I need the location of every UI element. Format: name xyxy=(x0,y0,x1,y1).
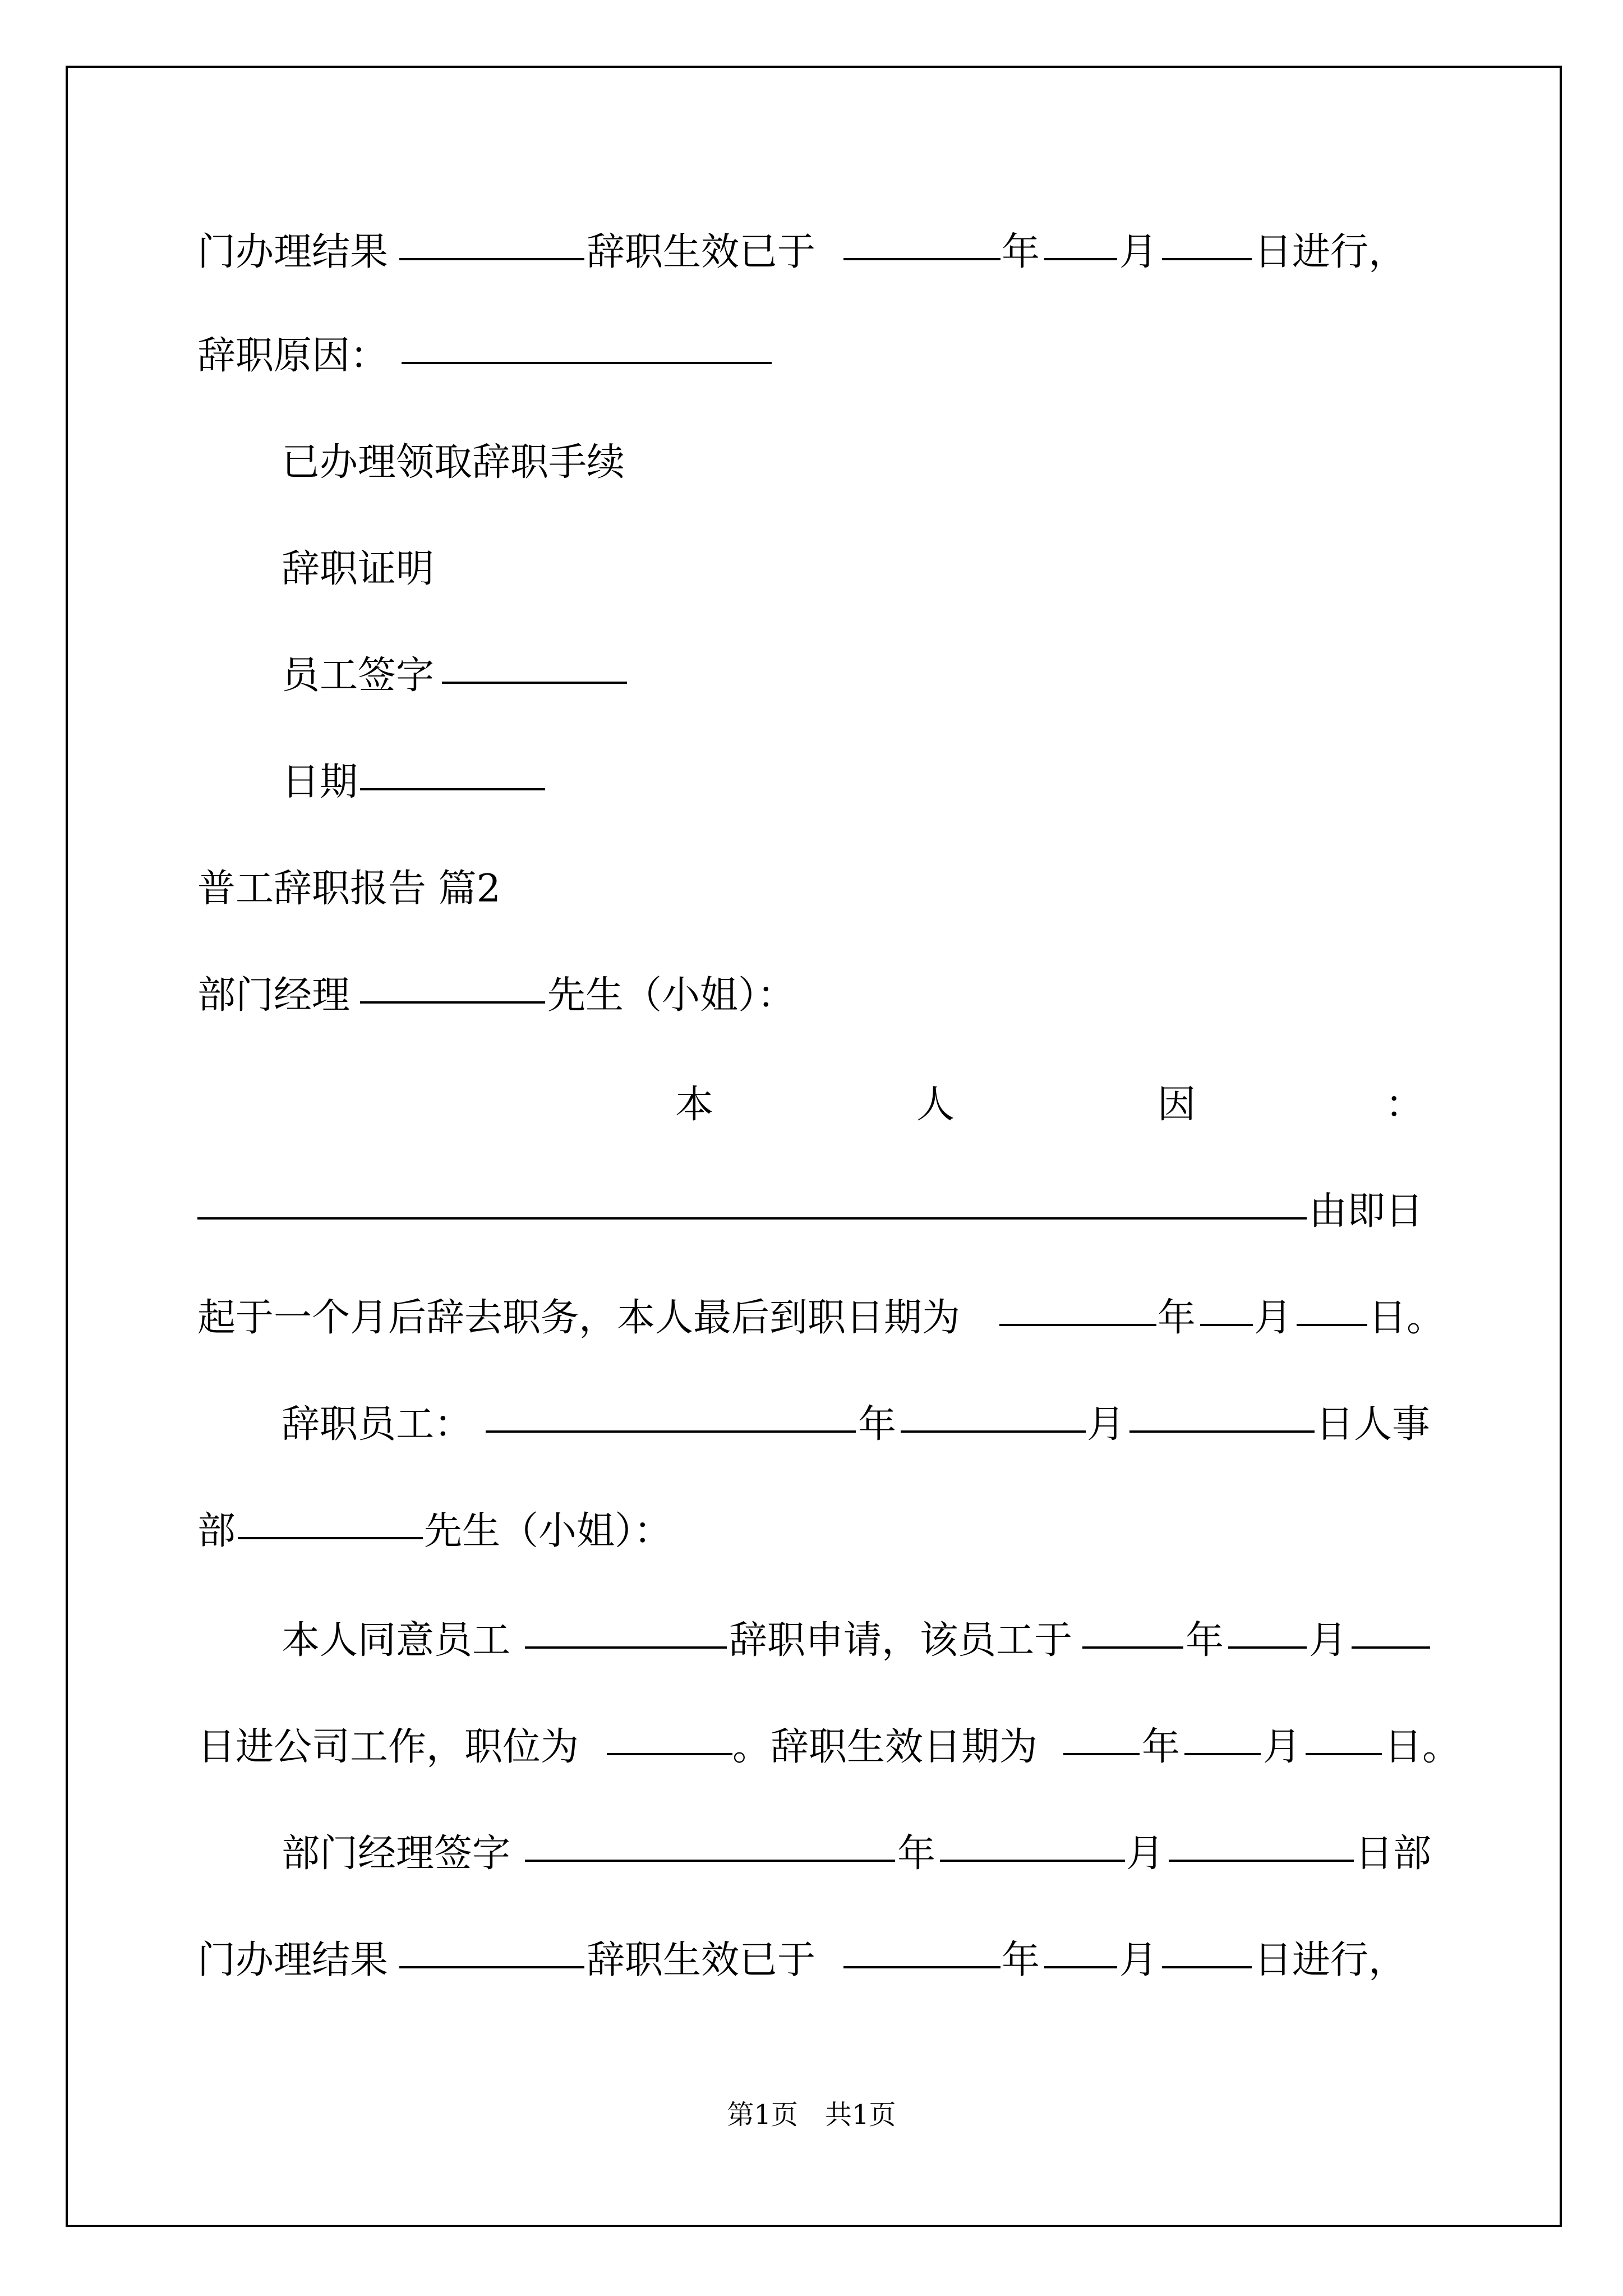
text-segment: 人 xyxy=(916,1083,955,1127)
text-segment: 月 xyxy=(1119,1938,1158,1982)
doc-line xyxy=(0,219,1623,286)
doc-line xyxy=(0,323,1623,390)
doc-line xyxy=(0,1927,1623,1994)
fill-blank[interactable] xyxy=(607,1719,732,1755)
doc-line xyxy=(0,749,1623,816)
doc-line xyxy=(0,642,1623,710)
doc-line xyxy=(0,429,1623,496)
text-segment: 先生（小姐）： xyxy=(424,1509,672,1553)
fill-blank[interactable] xyxy=(525,1613,727,1649)
fill-blank[interactable] xyxy=(940,1826,1125,1862)
text-segment: 年 xyxy=(1158,1296,1196,1340)
fill-blank[interactable] xyxy=(486,1397,856,1433)
text-segment: 日进行， xyxy=(1254,1938,1407,1982)
fill-blank[interactable] xyxy=(999,1290,1156,1326)
text-segment: 部门经理 xyxy=(197,973,351,1018)
text-segment: 。辞职生效日期为 xyxy=(732,1725,1038,1769)
text-segment: 日进行， xyxy=(1254,230,1407,274)
text-segment: 本人同意员工 xyxy=(282,1618,511,1663)
doc-line xyxy=(0,1498,1623,1565)
fill-blank[interactable] xyxy=(399,224,584,260)
fill-blank[interactable] xyxy=(525,1826,895,1862)
fill-blank[interactable] xyxy=(1162,224,1252,260)
text-segment: 由即日 xyxy=(1309,1189,1424,1234)
text-segment: 月 xyxy=(1254,1296,1293,1340)
text-segment: 辞职生效已于 xyxy=(587,1938,816,1982)
fill-blank[interactable] xyxy=(1082,1613,1183,1649)
fill-blank[interactable] xyxy=(399,1932,584,1968)
text-segment: 先生（小姐）： xyxy=(547,973,796,1018)
text-segment: 部门经理签字 xyxy=(282,1832,511,1876)
doc-line xyxy=(0,1071,1623,1139)
text-segment: 辞职员工： xyxy=(282,1402,473,1447)
text-segment: 年 xyxy=(1002,230,1040,274)
text-segment: 月 xyxy=(1309,1618,1348,1663)
fill-blank[interactable] xyxy=(402,328,772,364)
fill-blank[interactable] xyxy=(197,1184,1307,1220)
doc-line xyxy=(0,962,1623,1029)
fill-blank[interactable] xyxy=(1063,1719,1140,1755)
text-segment: 已办理领取辞职手续 xyxy=(282,440,625,485)
fill-blank[interactable] xyxy=(1162,1932,1252,1968)
fill-blank[interactable] xyxy=(360,754,545,790)
text-segment: 门办理结果 xyxy=(197,230,389,274)
fill-blank[interactable] xyxy=(901,1397,1086,1433)
text-segment: 月 xyxy=(1263,1725,1302,1769)
fill-blank[interactable] xyxy=(843,224,1000,260)
fill-blank[interactable] xyxy=(1200,1290,1253,1326)
text-segment: 起于一个月后辞去职务，本人最后到职日期为 xyxy=(197,1296,961,1340)
fill-blank[interactable] xyxy=(1044,1932,1117,1968)
text-segment: 部 xyxy=(197,1509,236,1553)
fill-blank[interactable] xyxy=(1169,1826,1354,1862)
text-segment: 普工辞职报告 篇2 xyxy=(197,867,501,911)
text-segment: 辞职申请，该员工于 xyxy=(729,1618,1073,1663)
fill-blank[interactable] xyxy=(1184,1719,1261,1755)
text-segment: 月 xyxy=(1119,230,1158,274)
fill-blank[interactable] xyxy=(1044,224,1117,260)
text-segment: 本 xyxy=(675,1083,714,1127)
text-segment: 因 xyxy=(1158,1083,1196,1127)
fill-blank[interactable] xyxy=(1297,1290,1367,1326)
fill-blank[interactable] xyxy=(1306,1719,1382,1755)
text-segment: 辞职生效已于 xyxy=(587,230,816,274)
fill-blank[interactable] xyxy=(360,968,545,1004)
text-segment: 日。 xyxy=(1368,1296,1445,1340)
text-segment: 年 xyxy=(858,1402,897,1447)
fill-blank[interactable] xyxy=(1352,1613,1430,1649)
text-segment: 日。 xyxy=(1384,1725,1461,1769)
text-segment: 年 xyxy=(1142,1725,1181,1769)
text-segment: 日期 xyxy=(282,760,358,804)
doc-line xyxy=(0,1820,1623,1888)
text-segment: 年 xyxy=(897,1832,936,1876)
text-segment: 年 xyxy=(1002,1938,1040,1982)
text-segment: 月 xyxy=(1126,1832,1165,1876)
doc-line xyxy=(0,1391,1623,1458)
text-segment: 日部 xyxy=(1355,1832,1432,1876)
text-segment: 年 xyxy=(1186,1618,1224,1663)
fill-blank[interactable] xyxy=(1129,1397,1315,1433)
doc-line xyxy=(0,1714,1623,1781)
fill-blank[interactable] xyxy=(1228,1613,1307,1649)
section-heading xyxy=(0,855,1623,923)
doc-line xyxy=(0,1285,1623,1352)
fill-blank[interactable] xyxy=(442,648,627,684)
doc-line xyxy=(0,1607,1623,1674)
text-segment: 日进公司工作，职位为 xyxy=(197,1725,579,1769)
text-segment: 辞职原因： xyxy=(197,334,389,378)
text-segment: 日人事 xyxy=(1316,1402,1431,1447)
page-footer: 第1页 共1页 xyxy=(727,2099,896,2131)
doc-line xyxy=(0,1178,1623,1245)
fill-blank[interactable] xyxy=(843,1932,1000,1968)
text-segment: 门办理结果 xyxy=(197,1938,389,1982)
text-segment: ： xyxy=(1385,1083,1424,1127)
fill-blank[interactable] xyxy=(238,1503,423,1539)
text-segment: 辞职证明 xyxy=(282,547,435,591)
text-segment: 月 xyxy=(1087,1402,1126,1447)
text-segment: 员工签字 xyxy=(282,654,435,698)
doc-line xyxy=(0,536,1623,603)
